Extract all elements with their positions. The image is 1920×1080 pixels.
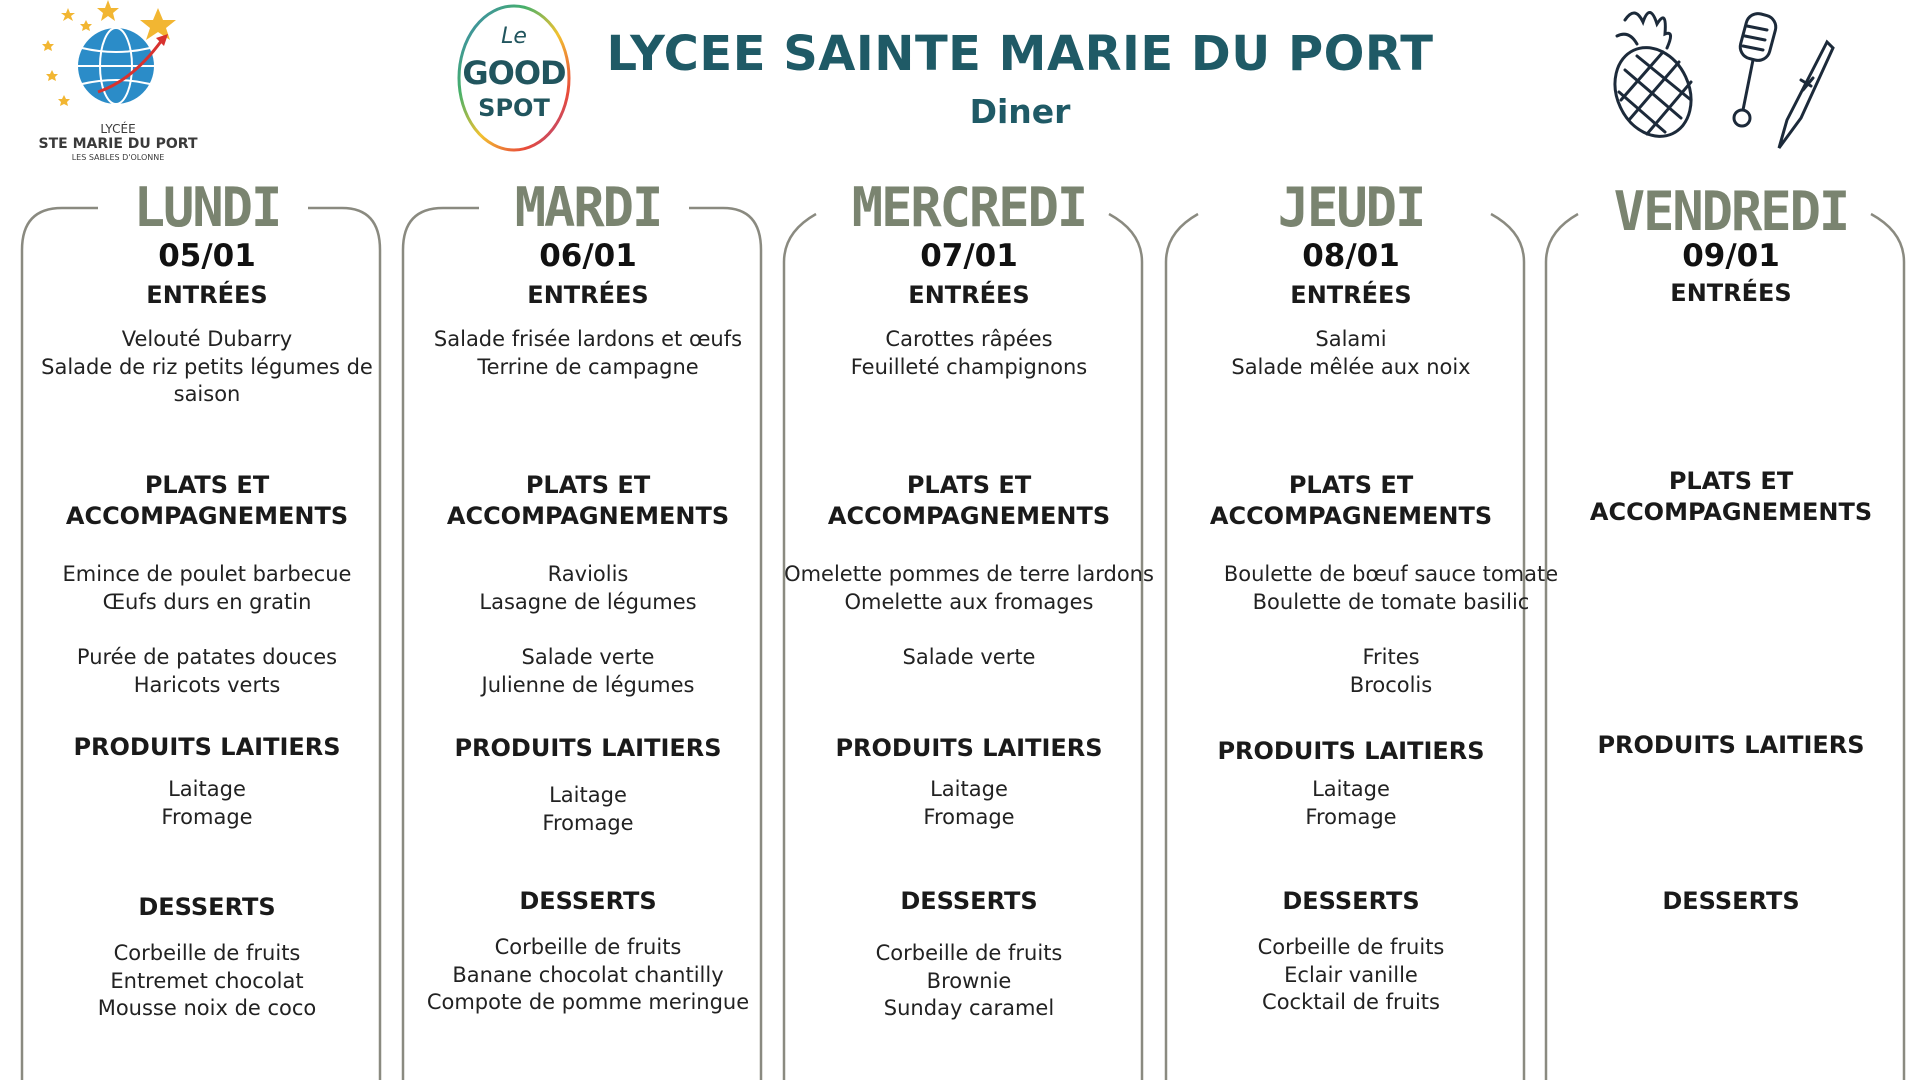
desserts-list	[383, 934, 793, 1017]
entrees-list	[1146, 326, 1556, 381]
list-item: Fromage	[923, 804, 1015, 829]
list-item: Cocktail de fruits	[1262, 990, 1440, 1014]
page-title: LYCEE SAINTE MARIE DU PORT	[606, 26, 1434, 82]
list-item: Banane chocolat chantilly	[452, 962, 724, 987]
day-frame	[1166, 0, 1536, 1080]
day-column-mercredi	[784, 0, 1154, 1080]
day-frame	[403, 0, 773, 1080]
list-item: Raviolis	[547, 562, 629, 586]
section-plats-line1: PLATS ET	[1288, 471, 1414, 499]
good-spot-le: Le	[501, 24, 527, 49]
section-desserts: DESSERTS	[519, 887, 657, 915]
section-plats	[1546, 466, 1916, 528]
list-item: Sunday caramel	[883, 996, 1055, 1020]
section-plats-line1: PLATS ET	[1668, 467, 1794, 495]
day-name: JEUDI	[1277, 176, 1425, 240]
section-laitiers: PRODUITS LAITIERS	[1597, 731, 1865, 759]
plats-list	[383, 561, 793, 616]
list-item: Brownie	[926, 968, 1012, 993]
section-plats-line2: ACCOMPAGNEMENTS	[827, 502, 1111, 530]
day-name: VENDREDI	[1613, 180, 1849, 244]
list-item: Mousse noix de coco	[97, 996, 317, 1020]
entrees-list	[764, 326, 1174, 381]
laitiers-list	[383, 782, 793, 837]
list-item: Salade verte	[521, 645, 655, 669]
section-desserts: DESSERTS	[1662, 887, 1800, 915]
list-item: Boulette de tomate basilic	[1252, 589, 1530, 614]
list-item: Salade frisée lardons et œufs	[433, 327, 743, 351]
list-item: saison	[173, 382, 241, 406]
day-frame	[784, 0, 1154, 1080]
list-item: Feuilleté champignons	[850, 354, 1088, 379]
section-plats	[22, 470, 392, 532]
list-item: Laitage	[930, 777, 1008, 801]
list-item: Frites	[1362, 645, 1420, 669]
list-item: Salade verte	[902, 645, 1036, 669]
section-plats-line2: ACCOMPAGNEMENTS	[1589, 498, 1873, 526]
laitiers-list	[764, 776, 1174, 831]
section-plats-line2: ACCOMPAGNEMENTS	[1209, 502, 1493, 530]
list-item: Fromage	[542, 810, 634, 835]
day-column-jeudi	[1166, 0, 1559, 1080]
list-item: Brocolis	[1349, 672, 1433, 697]
section-plats-line1: PLATS ET	[144, 471, 270, 499]
list-item: Haricots verts	[133, 672, 281, 697]
school-logo-line3: LES SABLES D'OLONNE	[71, 153, 165, 162]
section-plats	[1166, 470, 1536, 532]
day-date: 08/01	[1302, 238, 1400, 274]
list-item: Corbeille de fruits	[494, 935, 682, 959]
accompagnements-list	[764, 644, 1174, 672]
laitiers-list	[1146, 776, 1556, 831]
section-laitiers: PRODUITS LAITIERS	[454, 734, 722, 762]
list-item: Fromage	[161, 804, 253, 829]
desserts-list	[2, 940, 412, 1023]
section-plats	[784, 470, 1154, 532]
list-item: Omelette aux fromages	[844, 589, 1094, 614]
section-entrees: ENTRÉES	[1290, 281, 1412, 309]
section-desserts: DESSERTS	[900, 887, 1038, 915]
entrees-list	[2, 326, 412, 409]
list-item: Velouté Dubarry	[121, 327, 293, 351]
section-entrees: ENTRÉES	[908, 281, 1030, 309]
list-item: Laitage	[1312, 777, 1390, 801]
list-item: Salami	[1315, 327, 1387, 351]
day-column-lundi	[22, 0, 392, 1080]
day-date: 09/01	[1682, 238, 1780, 274]
section-plats-line1: PLATS ET	[525, 471, 651, 499]
accompagnements-list	[2, 644, 412, 699]
list-item: Corbeille de fruits	[1257, 935, 1445, 959]
day-date: 07/01	[920, 238, 1018, 274]
section-plats-line2: ACCOMPAGNEMENTS	[65, 502, 349, 530]
list-item: Emince de poulet barbecue	[62, 562, 352, 586]
good-spot-spot: SPOT	[478, 94, 550, 122]
section-entrees: ENTRÉES	[527, 281, 649, 309]
day-name: MARDI	[514, 176, 662, 240]
list-item: Œufs durs en gratin	[102, 589, 312, 614]
accompagnements-list	[383, 644, 793, 699]
list-item: Purée de patates douces	[76, 645, 338, 669]
day-name: LUNDI	[133, 176, 281, 240]
day-name: MERCREDI	[851, 176, 1087, 240]
section-laitiers: PRODUITS LAITIERS	[73, 733, 341, 761]
day-date: 05/01	[158, 238, 256, 274]
page-subtitle: Diner	[969, 92, 1071, 131]
desserts-list	[1146, 934, 1556, 1017]
desserts-list	[764, 940, 1174, 1023]
list-item: Lasagne de légumes	[479, 589, 697, 614]
school-logo-line2: STE MARIE DU PORT	[38, 136, 198, 152]
list-item: Corbeille de fruits	[875, 941, 1063, 965]
list-item: Entremet chocolat	[110, 968, 304, 993]
plats-list	[1186, 561, 1596, 616]
section-entrees: ENTRÉES	[1670, 279, 1792, 307]
list-item: Boulette de bœuf sauce tomate	[1223, 562, 1559, 586]
section-desserts: DESSERTS	[1282, 887, 1420, 915]
plats-list	[764, 561, 1174, 616]
list-item: Laitage	[168, 777, 246, 801]
list-item: Carottes râpées	[885, 327, 1053, 351]
section-entrees: ENTRÉES	[146, 281, 268, 309]
school-logo-line1: LYCÉE	[100, 122, 136, 136]
section-plats	[403, 470, 773, 532]
good-spot-good: GOOD	[462, 54, 566, 92]
list-item: Salade de riz petits légumes de	[41, 354, 373, 379]
list-item: Julienne de légumes	[481, 672, 695, 697]
list-item: Compote de pomme meringue	[426, 990, 750, 1014]
day-column-vendredi	[1546, 0, 1916, 1080]
day-date: 06/01	[539, 238, 637, 274]
day-frame	[1546, 0, 1916, 1080]
section-laitiers: PRODUITS LAITIERS	[835, 734, 1103, 762]
section-plats-line1: PLATS ET	[906, 471, 1032, 499]
list-item: Terrine de campagne	[477, 354, 699, 379]
laitiers-list	[2, 776, 412, 831]
entrees-list	[383, 326, 793, 381]
day-column-mardi	[403, 0, 773, 1080]
list-item: Laitage	[549, 783, 627, 807]
list-item: Corbeille de fruits	[113, 941, 301, 965]
list-item: Eclair vanille	[1284, 962, 1418, 987]
section-desserts: DESSERTS	[138, 893, 276, 921]
list-item: Fromage	[1305, 804, 1397, 829]
section-plats-line2: ACCOMPAGNEMENTS	[446, 502, 730, 530]
accompagnements-list	[1186, 644, 1596, 699]
list-item: Omelette pommes de terre lardons	[784, 562, 1154, 586]
list-item: Salade mêlée aux noix	[1231, 354, 1471, 379]
section-laitiers: PRODUITS LAITIERS	[1217, 737, 1485, 765]
plats-list	[2, 561, 412, 616]
